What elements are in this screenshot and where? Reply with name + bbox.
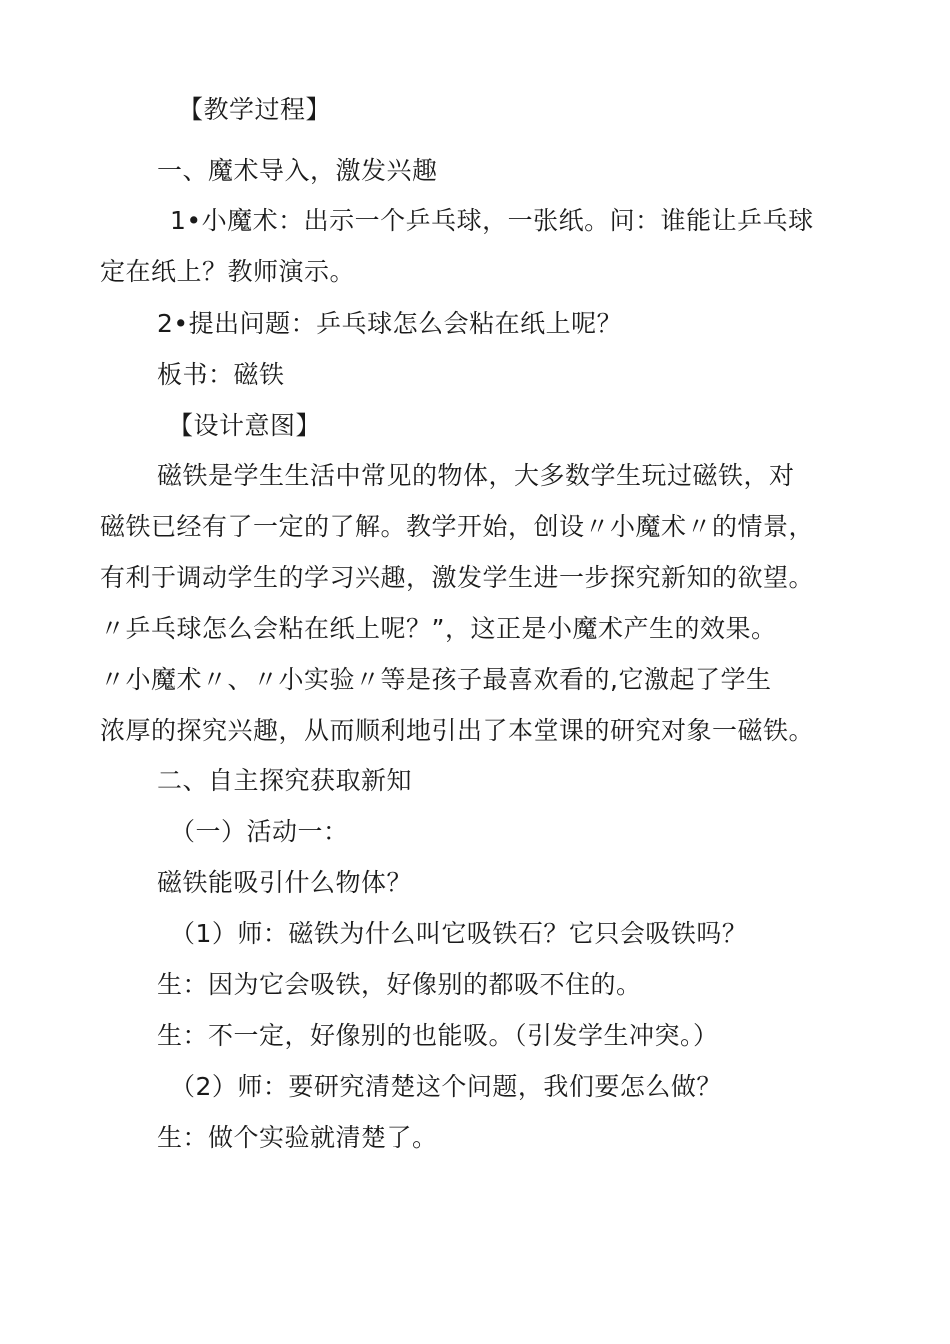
paragraph-line: 〃小魔术〃、〃小实验〃等是孩子最喜欢看的,它激起了学生 bbox=[100, 665, 772, 694]
paragraph-line: 1•小魔术：出示一个乒乓球，一张纸。问：谁能让乒乓球 bbox=[170, 206, 814, 235]
paragraph-line: 磁铁是学生生活中常见的物体，大多数学生玩过磁铁，对 bbox=[157, 461, 795, 490]
section-heading-2: 二、自主探究获取新知 bbox=[157, 766, 413, 795]
activity-heading: （一）活动一： bbox=[170, 817, 349, 846]
paragraph-line: 磁铁已经有了一定的了解。教学开始，创设〃小魔术〃的情景， bbox=[100, 512, 815, 541]
heading-teaching-process: 【教学过程】 bbox=[178, 95, 332, 124]
paragraph-line: 〃乒乓球怎么会粘在纸上呢？”，这正是小魔术产生的效果。 bbox=[100, 614, 777, 643]
paragraph-line: 生：不一定，好像别的也能吸。（引发学生冲突。） bbox=[157, 1021, 719, 1050]
section-heading-1: 一、魔术导入，激发兴趣 bbox=[157, 156, 438, 185]
paragraph-line: 生：做个实验就清楚了。 bbox=[157, 1123, 438, 1152]
paragraph-line: 定在纸上？教师演示。 bbox=[100, 257, 356, 286]
paragraph-line: （1）师：磁铁为什么叫它吸铁石？它只会吸铁吗？ bbox=[170, 919, 748, 948]
paragraph-line: （2）师：要研究清楚这个问题，我们要怎么做？ bbox=[170, 1072, 722, 1101]
paragraph-line: 有利于调动学生的学习兴趣，激发学生进一步探究新知的欲望。 bbox=[100, 563, 815, 592]
paragraph-line: 浓厚的探究兴趣，从而顺利地引出了本堂课的研究对象一磁铁。 bbox=[100, 716, 815, 745]
paragraph-line: 生：因为它会吸铁，好像别的都吸不住的。 bbox=[157, 970, 642, 999]
paragraph-line: 磁铁能吸引什么物体？ bbox=[157, 868, 413, 897]
paragraph-line: 板书：磁铁 bbox=[157, 360, 285, 389]
paragraph-line: 2•提出问题：乒乓球怎么会粘在纸上呢？ bbox=[157, 309, 623, 338]
heading-design-intent: 【设计意图】 bbox=[168, 411, 322, 440]
